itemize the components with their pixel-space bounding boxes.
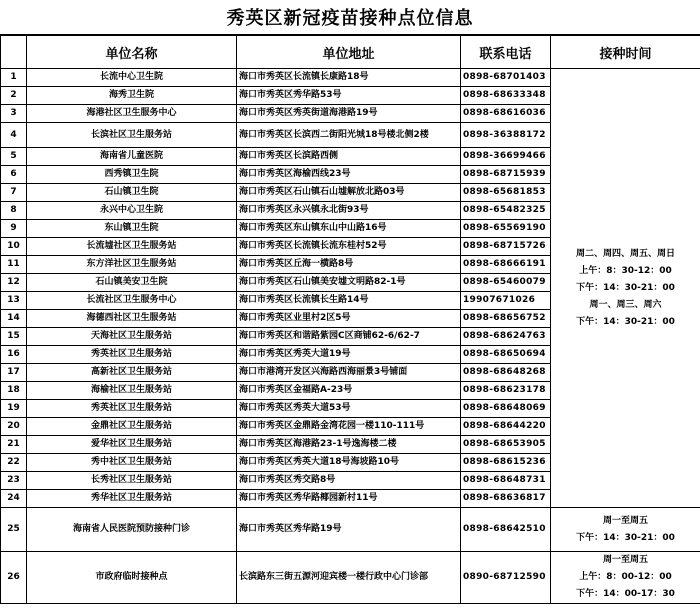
- phone-cell: 0898-65460079: [461, 274, 551, 292]
- unit-name-cell: 长流社区卫生服务中心: [27, 292, 237, 310]
- unit-address-cell: 海口市秀英区和谐路紫园C区商铺62-6/62-7: [237, 328, 461, 346]
- phone-cell: 0898-68636817: [461, 490, 551, 508]
- unit-name-cell: 永兴中心卫生院: [27, 202, 237, 220]
- unit-name-cell: 石山镇美安卫生院: [27, 274, 237, 292]
- row-number: 10: [1, 238, 27, 256]
- unit-address-cell: 海口市秀英区业里村2区5号: [237, 310, 461, 328]
- unit-address-cell: 海口市秀英区秀华路椰园新村11号: [237, 490, 461, 508]
- row-number: 26: [1, 552, 27, 604]
- table-row: [1, 552, 700, 604]
- phone-cell: 0898-65569190: [461, 220, 551, 238]
- schedule-line: 上午：8：00-12：00: [579, 572, 672, 582]
- schedule-line: 下午：14：30-21：00: [576, 532, 675, 543]
- phone-cell: 0898-68623178: [461, 382, 551, 400]
- unit-address-cell: 海口市秀英区海港路23-1号逸海楼二楼: [237, 436, 461, 454]
- unit-name-cell: 海港社区卫生服务中心: [27, 105, 237, 123]
- schedule-line: 下午：14：30-21：00: [576, 316, 675, 327]
- unit-address-cell: 海口市秀英区秀华路53号: [237, 87, 461, 105]
- row-number: 11: [1, 256, 27, 274]
- unit-name-cell: 天海社区卫生服务站: [27, 328, 237, 346]
- unit-name-cell: 秀英社区卫生服务站: [27, 400, 237, 418]
- row-number: 14: [1, 310, 27, 328]
- row-number: 22: [1, 454, 27, 472]
- table-body: [1, 69, 700, 604]
- phone-cell: 0898-68642510: [461, 508, 551, 552]
- unit-name-cell: 爱华社区卫生服务站: [27, 436, 237, 454]
- unit-name-cell: 高新社区卫生服务站: [27, 364, 237, 382]
- schedule-line: 周一至周五: [602, 515, 648, 526]
- unit-address-cell: 海口市秀英区海榆西线23号: [237, 166, 461, 184]
- phone-cell: 0898-68650694: [461, 346, 551, 364]
- phone-cell: 0898-68633348: [461, 87, 551, 105]
- unit-address-cell: 海口市秀英区石山镇石山墟解放北路03号: [237, 184, 461, 202]
- schedule-line: 下午：14：00-17：30: [576, 589, 675, 599]
- row-number: 3: [1, 105, 27, 123]
- header-time: 接种时间: [551, 36, 700, 69]
- row-number: 23: [1, 472, 27, 490]
- header-unit-name: 单位名称: [27, 36, 237, 69]
- title-row: [0, 0, 700, 35]
- unit-address-cell: 海口市秀英区永兴镇永北街93号: [237, 202, 461, 220]
- phone-cell: 0898-68656752: [461, 310, 551, 328]
- unit-address-cell: 海口市秀英区丘海一横路8号: [237, 256, 461, 274]
- phone-cell: 0898-65681853: [461, 184, 551, 202]
- vaccination-sites-table: [0, 35, 700, 604]
- unit-address-cell: 海口市秀英区长流镇长生路14号: [237, 292, 461, 310]
- row-number: 25: [1, 508, 27, 552]
- row-number: 15: [1, 328, 27, 346]
- unit-name-cell: 长流中心卫生院: [27, 69, 237, 87]
- unit-name-cell: 市政府临时接种点: [27, 552, 237, 604]
- unit-name-cell: 金鼎社区卫生服务站: [27, 418, 237, 436]
- unit-address-cell: 海口市秀英区长流镇长流东桂村52号: [237, 238, 461, 256]
- row-number: 21: [1, 436, 27, 454]
- unit-address-cell: 海口市秀英区秀交路8号: [237, 472, 461, 490]
- unit-address-cell: 海口市秀英区长流镇长康路18号: [237, 69, 461, 87]
- phone-cell: 0898-68715726: [461, 238, 551, 256]
- unit-address-cell: 海口市秀英区秀华路19号: [237, 508, 461, 552]
- schedule-cell: [551, 508, 700, 552]
- phone-cell: 0898-68615236: [461, 454, 551, 472]
- schedule-line: 下午：14：30-21：00: [576, 282, 675, 293]
- unit-address-cell: 海口市秀英区长滨西二街阳光城18号楼北侧2楼: [237, 123, 461, 148]
- schedule-line: 周一、周三、周六: [589, 299, 662, 310]
- unit-name-cell: 海榆社区卫生服务站: [27, 382, 237, 400]
- schedule-cell: [551, 552, 700, 604]
- row-number: 6: [1, 166, 27, 184]
- unit-name-cell: 海南省人民医院预防接种门诊: [27, 508, 237, 552]
- schedule-line: 周一至周五: [602, 555, 648, 565]
- page-title: 秀英区新冠疫苗接种点位信息: [226, 8, 474, 29]
- phone-cell: 0898-65482325: [461, 202, 551, 220]
- row-number: 1: [1, 69, 27, 87]
- row-number: 9: [1, 220, 27, 238]
- row-number: 20: [1, 418, 27, 436]
- unit-name-cell: 长秀社区卫生服务站: [27, 472, 237, 490]
- phone-cell: 0898-68644220: [461, 418, 551, 436]
- unit-name-cell: 海德西社区卫生服务站: [27, 310, 237, 328]
- unit-address-cell: 海口市秀英区长滨路西侧: [237, 148, 461, 166]
- header-number: [1, 36, 27, 69]
- unit-address-cell: 海口市秀英区金福路A-23号: [237, 382, 461, 400]
- unit-address-cell: 海口市港湾开发区兴海路西海丽景3号铺面: [237, 364, 461, 382]
- row-number: 7: [1, 184, 27, 202]
- phone-cell: 0898-36388172: [461, 123, 551, 148]
- phone-cell: 0898-68616036: [461, 105, 551, 123]
- row-number: 12: [1, 274, 27, 292]
- phone-cell: 19907671026: [461, 292, 551, 310]
- phone-cell: 0898-68648268: [461, 364, 551, 382]
- row-number: 8: [1, 202, 27, 220]
- unit-name-cell: 长流墟社区卫生服务站: [27, 238, 237, 256]
- unit-address-cell: 海口市秀英区石山镇美安墟文明路82-1号: [237, 274, 461, 292]
- unit-address-cell: 海口市秀英区东山镇东山中山路16号: [237, 220, 461, 238]
- unit-address-cell: 海口市秀英区金鼎路金湾花园一楼110-111号: [237, 418, 461, 436]
- row-number: 16: [1, 346, 27, 364]
- header-phone: 联系电话: [461, 36, 551, 69]
- phone-cell: 0898-68715939: [461, 166, 551, 184]
- unit-name-cell: 长滨社区卫生服务站: [27, 123, 237, 148]
- header-row: [1, 36, 700, 69]
- unit-name-cell: 东山镇卫生院: [27, 220, 237, 238]
- unit-address-cell: 海口市秀英区秀英大道19号: [237, 346, 461, 364]
- row-number: 17: [1, 364, 27, 382]
- row-number: 19: [1, 400, 27, 418]
- schedule-cell: [551, 69, 700, 508]
- unit-address-cell: 海口市秀英区秀英大道53号: [237, 400, 461, 418]
- row-number: 4: [1, 123, 27, 148]
- unit-name-cell: 秀中社区卫生服务站: [27, 454, 237, 472]
- phone-cell: 0898-68666191: [461, 256, 551, 274]
- phone-cell: 0890-68712590: [461, 552, 551, 604]
- schedule-line: 上午：8：30-12：00: [579, 265, 672, 276]
- unit-name-cell: 秀华社区卫生服务站: [27, 490, 237, 508]
- row-number: 24: [1, 490, 27, 508]
- row-number: 13: [1, 292, 27, 310]
- phone-cell: 0898-68648069: [461, 400, 551, 418]
- row-number: 2: [1, 87, 27, 105]
- unit-address-cell: 长滨路东三街五源河迎宾楼一楼行政中心门诊部: [237, 552, 461, 604]
- phone-cell: 0898-68701403: [461, 69, 551, 87]
- table-row: [1, 69, 700, 87]
- row-number: 5: [1, 148, 27, 166]
- phone-cell: 0898-36699466: [461, 148, 551, 166]
- row-number: 18: [1, 382, 27, 400]
- table-row: [1, 508, 700, 552]
- unit-address-cell: 海口市秀英区秀英街道海港路19号: [237, 105, 461, 123]
- unit-address-cell: 海口市秀英区秀英大道18号海坡路10号: [237, 454, 461, 472]
- unit-name-cell: 海南省儿童医院: [27, 148, 237, 166]
- unit-name-cell: 秀英社区卫生服务站: [27, 346, 237, 364]
- unit-name-cell: 东方洋社区卫生服务站: [27, 256, 237, 274]
- unit-name-cell: 石山镇卫生院: [27, 184, 237, 202]
- phone-cell: 0898-68624763: [461, 328, 551, 346]
- unit-name-cell: 海秀卫生院: [27, 87, 237, 105]
- phone-cell: 0898-68653905: [461, 436, 551, 454]
- header-unit-address: 单位地址: [237, 36, 461, 69]
- phone-cell: 0898-68648731: [461, 472, 551, 490]
- schedule-line: 周二、周四、周五、周日: [575, 248, 675, 259]
- unit-name-cell: 西秀镇卫生院: [27, 166, 237, 184]
